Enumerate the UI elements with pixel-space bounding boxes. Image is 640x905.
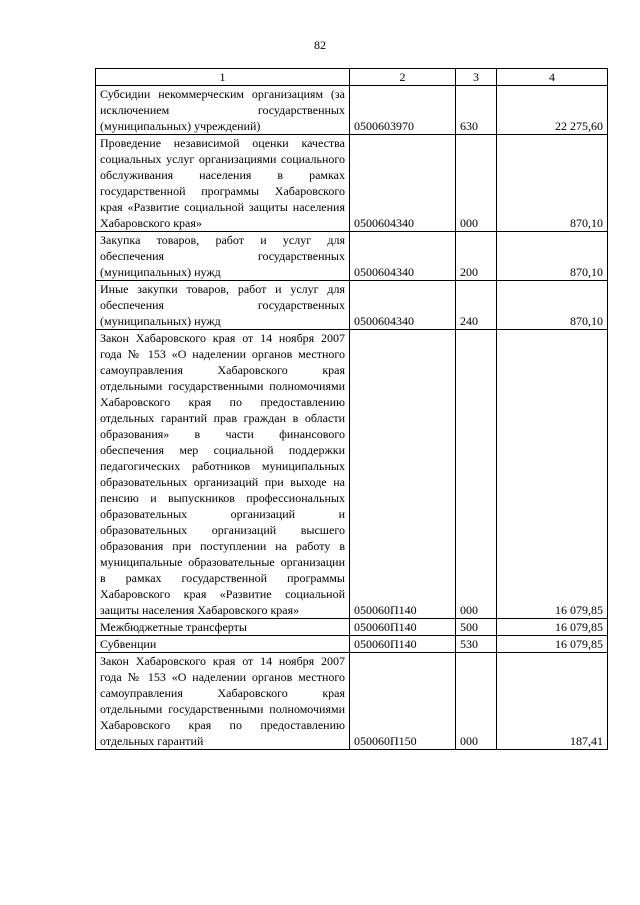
page-number: 82 [314, 38, 326, 52]
row-type: 240 [456, 281, 497, 330]
row-amount: 16 079,85 [497, 330, 608, 619]
row-name: Субсидии некоммерческим организациям (за исключением государственных (муниципальных) учреждений) [96, 86, 350, 135]
row-amount: 870,10 [497, 135, 608, 232]
row-type: 530 [456, 636, 497, 653]
row-name: Проведение независимой оценки качества социальных услуг организациями социального обслуживания населения в рамках государственной программы Хабаровского края «Развитие социальной защиты населения Хабаровского края» [96, 135, 350, 232]
row-code: 0500604340 [350, 232, 456, 281]
row-code: 050060П140 [350, 330, 456, 619]
table-row [96, 619, 608, 636]
row-type: 630 [456, 86, 497, 135]
table-row [96, 135, 608, 232]
column-header-2: 2 [350, 69, 456, 86]
row-type: 000 [456, 135, 497, 232]
row-amount: 16 079,85 [497, 619, 608, 636]
row-amount: 870,10 [497, 281, 608, 330]
row-name: Закон Хабаровского края от 14 ноября 2007 года № 153 «О наделении органов местного самоуправления Хабаровского края отдельными государственными полномочиями Хабаровского края по предоставлению отдельных гарантий прав граждан в области образования» в части финансового обеспечения мер социальной поддержки педагогических работников муниципальных образовательных организаций при выходе на пенсию и выпускников профессиональных образовательных организаций и образовательных организаций высшего образования при поступлении на работу в муниципальные образовательные организации в рамках государственной программы Хабаровского края «Развитие социальной защиты населения Хабаровского края» [96, 330, 350, 619]
row-type: 000 [456, 330, 497, 619]
row-name: Субвенции [96, 636, 350, 653]
table-row [96, 636, 608, 653]
column-header-1: 1 [96, 69, 350, 86]
column-header-3: 3 [456, 69, 497, 86]
row-code: 050060П140 [350, 636, 456, 653]
row-name: Иные закупки товаров, работ и услуг для обеспечения государственных (муниципальных) нужд [96, 281, 350, 330]
table-row [96, 330, 608, 619]
row-name: Межбюджетные трансферты [96, 619, 350, 636]
budget-table [95, 68, 608, 750]
column-header-4: 4 [497, 69, 608, 86]
row-amount: 22 275,60 [497, 86, 608, 135]
row-code: 0500604340 [350, 281, 456, 330]
row-code: 0500604340 [350, 135, 456, 232]
table-row [96, 86, 608, 135]
table-row [96, 232, 608, 281]
row-type: 200 [456, 232, 497, 281]
row-name: Закупка товаров, работ и услуг для обеспечения государственных (муниципальных) нужд [96, 232, 350, 281]
row-amount: 16 079,85 [497, 636, 608, 653]
row-code: 0500603970 [350, 86, 456, 135]
row-amount: 870,10 [497, 232, 608, 281]
row-type: 000 [456, 653, 497, 750]
row-code: 050060П150 [350, 653, 456, 750]
table-row [96, 653, 608, 750]
row-code: 050060П140 [350, 619, 456, 636]
table-header-row [96, 69, 608, 86]
row-amount: 187,41 [497, 653, 608, 750]
table-row [96, 281, 608, 330]
row-type: 500 [456, 619, 497, 636]
row-name: Закон Хабаровского края от 14 ноября 2007 года № 153 «О наделении органов местного самоуправления Хабаровского края отдельными государственными полномочиями Хабаровского края по предоставлению отдельных гарантий [96, 653, 350, 750]
